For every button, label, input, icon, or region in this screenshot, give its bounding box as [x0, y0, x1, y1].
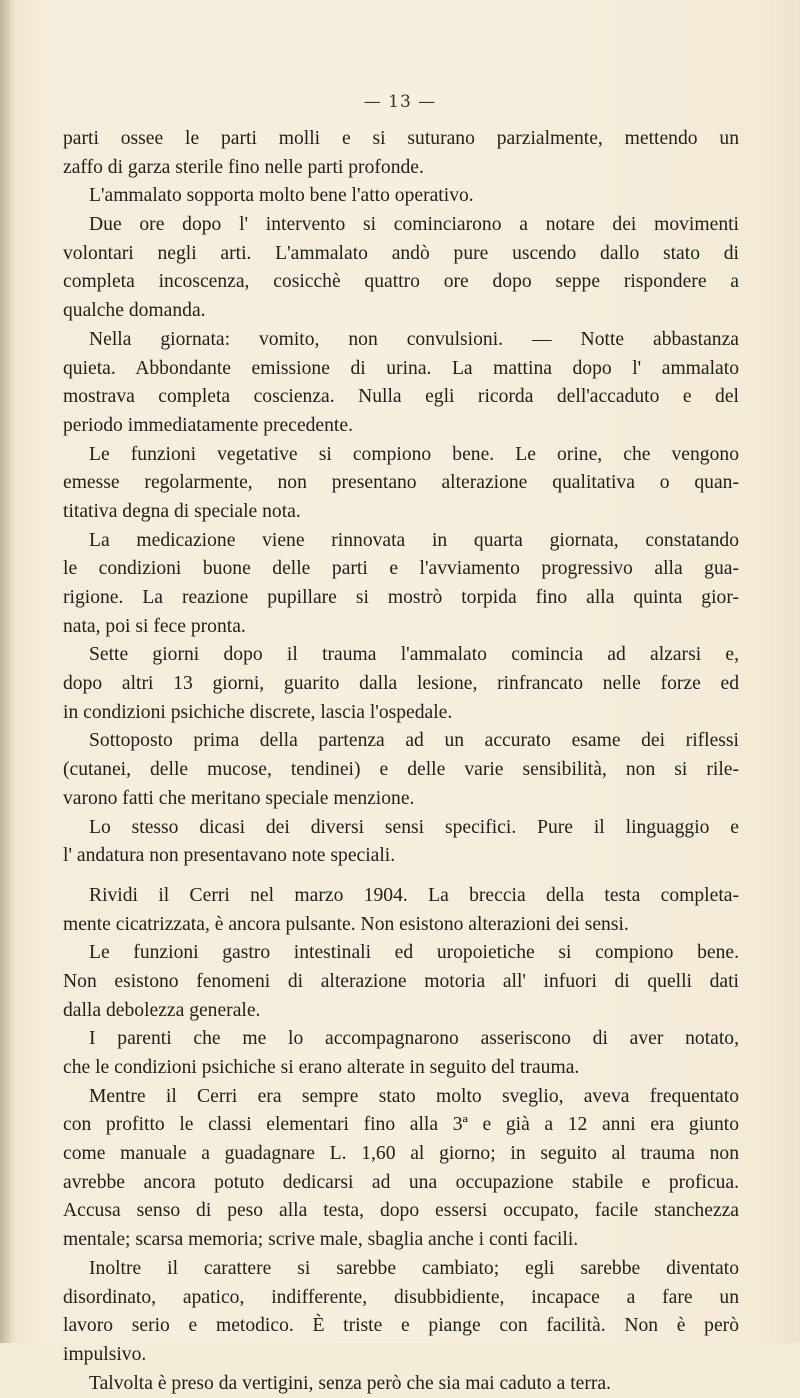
paragraph [63, 1255, 739, 1370]
text-line: l' andatura non presentavano note speciali. [63, 845, 396, 867]
text-line: Mentre il Cerri era sempre stato molto sveglio, aveva frequentato [89, 1085, 739, 1107]
paragraph [63, 1370, 739, 1398]
text-line: nata, poi si fece pronta. [63, 615, 246, 637]
paragraph [63, 182, 739, 211]
section-gap [63, 871, 739, 882]
paragraph [63, 882, 739, 939]
text-line: Sottoposto prima della partenza ad un accurato esame dei riflessi [89, 730, 739, 752]
paragraph [63, 727, 739, 813]
text-line: I parenti che me lo accompagnarono asseriscono di aver notato, [89, 1028, 739, 1050]
paragraph [63, 326, 739, 441]
page-number: — 13 — [363, 92, 437, 112]
text-line: periodo immediatamente precedente. [63, 414, 353, 436]
text-line: parti ossee le parti molli e si suturano parzialmente, mettendo un [63, 128, 739, 149]
text-line: disordinato, apatico, indifferente, disubbidiente, incapace a fare un [63, 1286, 739, 1308]
text-line: impulsivo. [63, 1343, 147, 1365]
text-line: lavoro serio e metodico. È triste e piange con facilità. Non è però [63, 1315, 739, 1337]
text-line: volontari negli arti. L'ammalato andò pure uscendo dallo stato di [63, 242, 739, 264]
paragraph [63, 1083, 739, 1255]
text-line: Inoltre il carattere si sarebbe cambiato; egli sarebbe diventato [89, 1257, 739, 1279]
text-line: varono fatti che meritano speciale menzione. [63, 787, 415, 809]
text-line: completa incoscenza, cosicchè quattro ore dopo seppe rispondere a [63, 271, 739, 293]
text-line: Lo stesso dicasi dei diversi sensi specifici. Pure il linguaggio e [89, 816, 739, 838]
text-line: Le funzioni gastro intestinali ed uropoietiche si compiono bene. [89, 942, 739, 964]
text-line: Due ore dopo l' intervento si cominciarono a notare dei movimenti [89, 214, 739, 236]
text-line: titativa degna di speciale nota. [63, 500, 301, 522]
text-line: Nella giornata: vomito, non convulsioni. — Notte abbastanza [89, 328, 739, 350]
text-line: Accusa senso di peso alla testa, dopo essersi occupato, facile stanchezza [63, 1200, 739, 1222]
text-line: zaffo di garza sterile fino nelle parti profonde. [63, 156, 424, 178]
paragraph [63, 211, 739, 326]
page-edge-shadow [0, 0, 14, 1343]
paragraph [63, 1025, 739, 1082]
paragraph [63, 441, 739, 527]
text-line: Rividi il Cerri nel marzo 1904. La breccia della testa completa- [89, 884, 739, 906]
text-line: che le condizioni psichiche si erano alterate in seguito del trauma. [63, 1057, 580, 1078]
paragraph [63, 125, 739, 182]
text-line: con profitto le classi elementari fino alla 3ª e già a 12 anni era giunto [63, 1114, 739, 1136]
text-line: mente cicatrizzata, è ancora pulsante. Non esistono alterazioni dei sensi. [63, 913, 629, 935]
text-line: come manuale a guadagnare L. 1,60 al giorno; in seguito al trauma non [63, 1143, 739, 1165]
text-line: mostrava completa coscienza. Nulla egli ricorda dell'accaduto e del [63, 386, 739, 408]
text-line: dopo altri 13 giorni, guarito dalla lesione, rinfrancato nelle forze ed [63, 673, 739, 695]
text-line: L'ammalato sopporta molto bene l'atto operativo. [89, 185, 474, 207]
body-text [63, 125, 739, 1398]
text-line: Non esistono fenomeni di alterazione motoria all' infuori di quelli dati [63, 970, 739, 992]
text-line: mentale; scarsa memoria; scrive male, sbaglia anche i conti facili. [63, 1229, 579, 1251]
text-line: quieta. Abbondante emissione di urina. La mattina dopo l' ammalato [63, 357, 739, 379]
text-line: Le funzioni vegetative si compiono bene. Le orine, che vengono [89, 443, 739, 465]
text-line: Talvolta è preso da vertigini, senza però che sia mai caduto a terra. [89, 1372, 611, 1394]
paragraph [63, 939, 739, 1025]
paragraph [63, 641, 739, 727]
text-line: emesse regolarmente, non presentano alterazione qualitativa o quan- [63, 472, 739, 494]
text-line: La medicazione viene rinnovata in quarta giornata, constatando [89, 529, 739, 551]
text-line: in condizioni psichiche discrete, lascia l'ospedale. [63, 701, 453, 723]
text-line: le condizioni buone delle parti e l'avviamento progressivo alla gua- [63, 558, 739, 580]
text-line: Sette giorni dopo il trauma l'ammalato comincia ad alzarsi e, [89, 644, 739, 666]
paragraph [63, 814, 739, 871]
text-line: dalla debolezza generale. [63, 999, 261, 1021]
paragraph [63, 527, 739, 642]
text-line: avrebbe ancora potuto dedicarsi ad una occupazione stabile e proficua. [63, 1171, 739, 1193]
text-line: (cutanei, delle mucose, tendinei) e delle varie sensibilità, non si rile- [63, 759, 739, 781]
text-line: rigione. La reazione pupillare si mostrò torpida fino alla quinta gior- [63, 587, 739, 608]
text-line: qualche domanda. [63, 300, 206, 322]
